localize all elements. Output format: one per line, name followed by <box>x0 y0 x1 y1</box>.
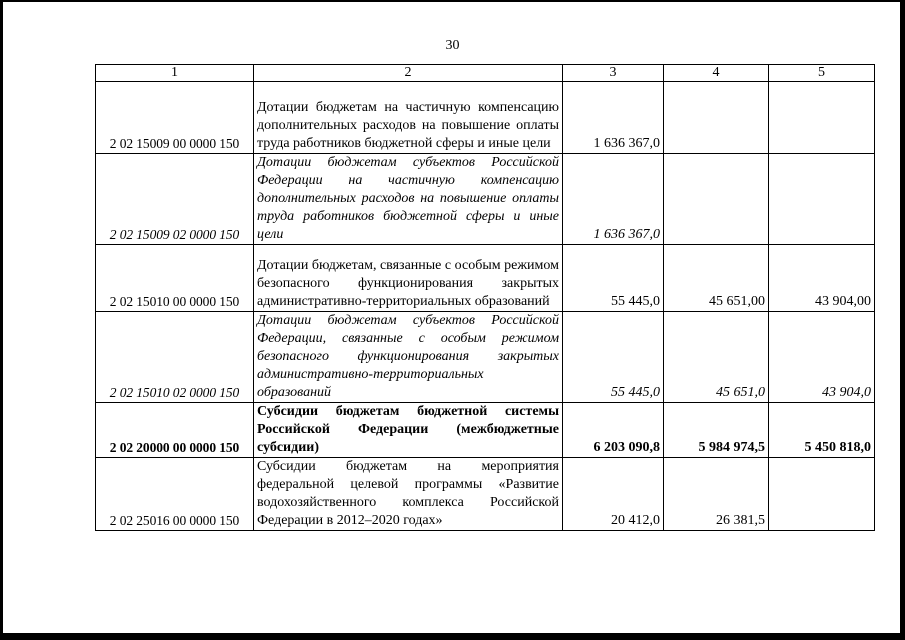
budget-code-cell: 2 02 20000 00 0000 150 <box>96 403 254 458</box>
amount-col3-cell: 55 445,0 <box>563 245 664 312</box>
amount-col4-cell: 5 984 974,5 <box>664 403 769 458</box>
description-cell: Дотации бюджетам, связанные с особым режимом безопасного функционирования закрытых административно-территориальных образований <box>254 245 563 312</box>
amount-col3-cell: 1 636 367,0 <box>563 82 664 154</box>
amount-col3-cell: 1 636 367,0 <box>563 154 664 245</box>
table-body <box>96 82 875 531</box>
table-row <box>96 458 875 531</box>
amount-col5-cell <box>769 154 875 245</box>
amount-col4-cell <box>664 154 769 245</box>
table-row <box>96 403 875 458</box>
scan-border-right <box>900 0 905 640</box>
budget-code-cell: 2 02 15009 02 0000 150 <box>96 154 254 245</box>
table-row <box>96 154 875 245</box>
header-row <box>96 65 875 82</box>
amount-col3-cell: 6 203 090,8 <box>563 403 664 458</box>
amount-col4-cell: 45 651,0 <box>664 312 769 403</box>
column-header: 4 <box>664 65 769 82</box>
amount-col5-cell <box>769 82 875 154</box>
budget-code-cell: 2 02 15010 00 0000 150 <box>96 245 254 312</box>
description-cell: Дотации бюджетам субъектов Российской Федерации, связанные с особым режимом безопасного функционирования закрытых административно-территориальных образований <box>254 312 563 403</box>
description-cell: Субсидии бюджетам бюджетной системы Российской Федерации (межбюджетные субсидии) <box>254 403 563 458</box>
scan-border-top <box>0 0 905 2</box>
amount-col4-cell <box>664 82 769 154</box>
column-header: 1 <box>96 65 254 82</box>
scan-border-bottom <box>0 633 905 640</box>
description-cell: Субсидии бюджетам на мероприятия федеральной целевой программы «Развитие водохозяйственного комплекса Российской Федерации в 2012–2020 годах» <box>254 458 563 531</box>
amount-col4-cell: 45 651,00 <box>664 245 769 312</box>
budget-code-cell: 2 02 25016 00 0000 150 <box>96 458 254 531</box>
amount-col5-cell <box>769 458 875 531</box>
column-header: 3 <box>563 65 664 82</box>
amount-col3-cell: 20 412,0 <box>563 458 664 531</box>
page-number: 30 <box>445 38 460 53</box>
budget-table <box>95 64 875 531</box>
table-row <box>96 312 875 403</box>
amount-col5-cell: 5 450 818,0 <box>769 403 875 458</box>
amount-col5-cell: 43 904,00 <box>769 245 875 312</box>
amount-col3-cell: 55 445,0 <box>563 312 664 403</box>
amount-col4-cell: 26 381,5 <box>664 458 769 531</box>
description-cell: Дотации бюджетам на частичную компенсацию дополнительных расходов на повышение оплаты труда работников бюджетной сферы и иные цели <box>254 82 563 154</box>
table-row <box>96 245 875 312</box>
table-row <box>96 82 875 154</box>
amount-col5-cell: 43 904,0 <box>769 312 875 403</box>
budget-code-cell: 2 02 15010 02 0000 150 <box>96 312 254 403</box>
budget-code-cell: 2 02 15009 00 0000 150 <box>96 82 254 154</box>
column-header: 5 <box>769 65 875 82</box>
column-header: 2 <box>254 65 563 82</box>
scan-border-left <box>0 0 3 640</box>
description-cell: Дотации бюджетам субъектов Российской Федерации на частичную компенсацию дополнительных расходов на повышение оплаты труда работников бюджетной сферы и иные цели <box>254 154 563 245</box>
